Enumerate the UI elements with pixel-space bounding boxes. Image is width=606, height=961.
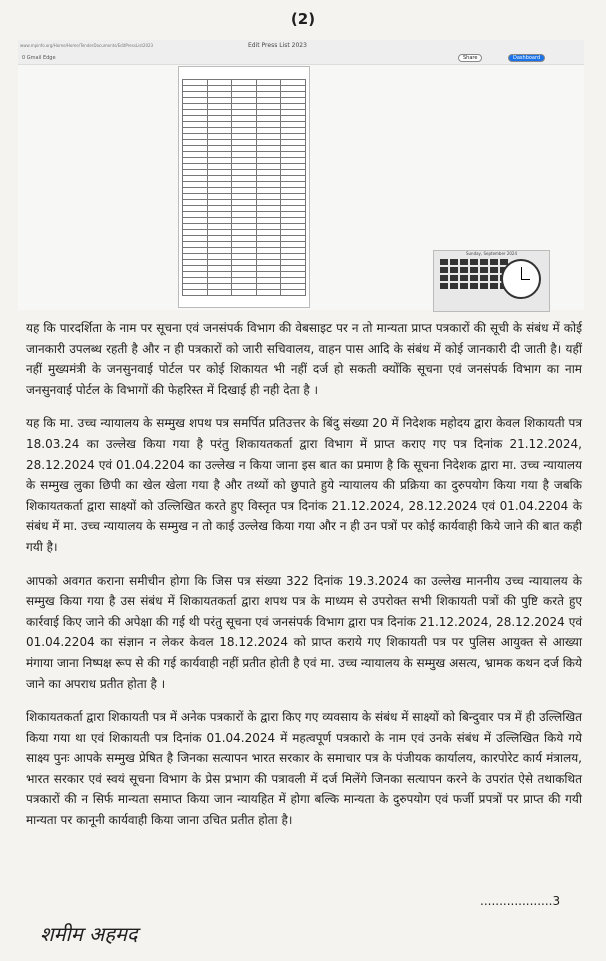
calendar-widget — [433, 250, 550, 312]
clock-icon — [501, 259, 541, 299]
browser-toolbar — [18, 40, 584, 65]
dashboard-button: Dashboard — [508, 54, 545, 62]
paragraph-3: आपको अवगत कराना समीचीन होगा कि जिस पत्र संख्या 322 दिनांक 19.3.2024 का उल्लेख माननीय उच्च न्यायालय के सम्मुख किया गया है उस संबंध में शिकायतकर्ता द्वारा शपथ पत्र के माध्यम से उपरोक्त सभी शिकायती पत्रों की पुष्टि करते हुए कार्रवाई किए जाने की अपेक्षा की गई थी परंतु सूचना एवं जनसंपर्क विभाग द्वारा पत्र दिनांक 21.12.2024, 28.12.2024 एवं 01.04.2204 का संज्ञान न लेकर केवल 18.12.2024 को प्राप्त कराये गए शिकायती पत्र पर पुलिस आयुक्त से आख्या मंगाया जाना निष्पक्ष रूप से की गई कार्यवाही नहीं प्रतीत होती है एवं मा. उच्च न्यायालय के सम्मुख असत्य, भ्रामक कथन दर्ज किये जाने का अपराध प्रतीत होता है । — [26, 573, 582, 691]
paragraph-2: यह कि मा. उच्च न्यायालय के सम्मुख शपथ पत्र समर्पित प्रतिउत्तर के बिंदु संख्या 20 में निदेशक महोदय द्वारा केवल शिकायती पत्र 18.03.24 का उल्लेख किया गया है परंतु शिकायतकर्ता द्वारा विभाग में प्राप्त कराए गए पत्र दिनांक 21.12.2024, 28.12.2024 एवं 01.04.2204 का उल्लेख न किया जाना इस बात का प्रमाण है कि सूचना निदेशक द्वारा मा. उच्च न्यायालय के सम्मुख लुका छिपी का खेल खेला गया है और तथ्यों को छुपाते हुये न्यायालय की प्रक्रिया का दुरुपयोग किया गया है जबकि शिकायतकर्ता द्वारा साक्ष्यों को उल्लिखित करते हुए विस्तृत पत्र दिनांक 21.12.2024, 28.12.2024 एवं 01.04.2204 के संबंध में मा. उच्च न्यायालय के सम्मुख न तो काई उल्लेख किया गया और न ही उन पत्रों पर कोई कार्यवाही किये जाने की बात कही गयी है। — [26, 416, 582, 554]
calendar-title: Sunday, September 2024 — [465, 251, 518, 256]
continuation-marker: ...................3 — [480, 894, 561, 908]
doc-header-lines — [179, 67, 309, 77]
bookmarks-bar: 0 Gmail Edge — [22, 55, 56, 61]
signature: शमीम अहमद — [40, 922, 138, 946]
share-button: Share — [458, 54, 482, 62]
page-number: (2) — [290, 10, 316, 28]
paragraph-4: शिकायतकर्ता द्वारा शिकायती पत्र में अनेक पत्रकारों के द्वारा किए गए व्यवसाय के संबंध में साक्ष्यों को बिन्दुवार पत्र में ही उल्लिखित किया गया था एवं शिकायती पत्र दिनांक 01.04.2024 में महत्वपूर्ण पत्रकारो के नाम एवं उनके संबंध में उल्लिखित किये गये साक्ष्य पुनः आपके सम्मुख प्रेषित है जिनका सत्यापन भारत सरकार के समाचार पत्र के पंजीयक कार्यालय, कारपोरेट कार्य मंत्रालय, भारत सरकार एवं स्वयं सूचना विभाग के प्रेस प्रभाग की पत्रावली में दर्ज मिलेंगे जिनका सत्यापन करने के उपरांत ऐसे तथाकथित पत्रकारों की न सिर्फ मान्यता समाप्त किया जान न्यायहित में होगा बल्कि मान्यता के दुरुपयोग एवं फर्जी प्रपत्रों पर प्राप्त की गयी मान्यता पर कानूनी कार्यवाही किया जाना उचित प्रतीत होता है। — [26, 710, 582, 828]
embedded-screenshot — [18, 40, 584, 310]
press-list-table — [182, 79, 306, 296]
letter-body — [26, 318, 582, 844]
url-text: www.mpinfo.org/Home/Home/TenderDocuments/EditPressList2023 — [20, 43, 154, 48]
press-list-document — [178, 66, 310, 308]
paragraph-1: यह कि पारदर्शिता के नाम पर सूचना एवं जनसंपर्क विभाग की वेबसाइट पर न तो मान्यता प्राप्त पत्रकारों की सूची के संबंध में कोई जानकारी उपलब्ध रहती है और न ही पत्रकारों को जारी सचिवालय, वाहन पास आदि के संबंध में कोई जानकारी दी जाती है। यहीं नहीं मुख्यमंत्री के जनसुनवाई पोर्टल पर कोई शिकायत भी नहीं दर्ज हो सकती क्योंकि सूचना एवं जनसंपर्क विभाग का नाम जनसुनवाई पोर्टल के विभागों की फेहरिस्त में दिखाई ही नही देता है । — [26, 321, 582, 397]
document-tab: Edit Press List 2023 — [248, 42, 307, 49]
